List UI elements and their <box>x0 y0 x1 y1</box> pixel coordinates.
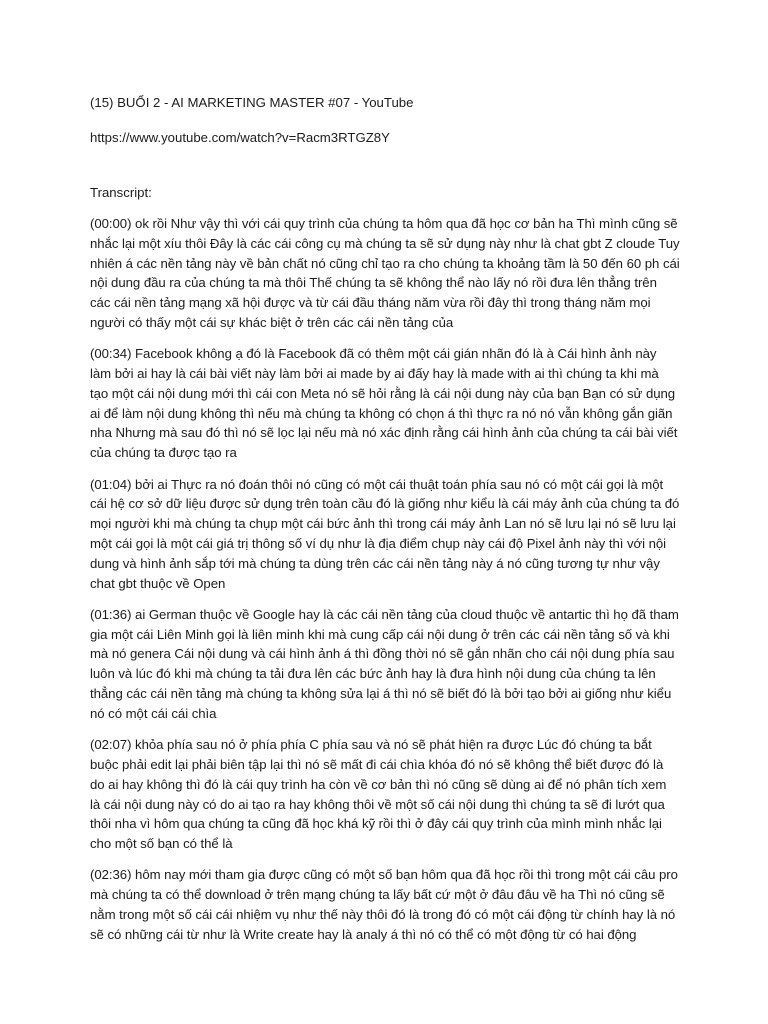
video-url: https://www.youtube.com/watch?v=Racm3RTGZ8Y <box>90 130 390 145</box>
transcript-paragraph: (01:36) ai German thuộc về Google hay là các cái nền tảng của cloud thuộc về antartic thì họ đã tham gia một cái Liên Minh gọi là liên minh khi mà cung cấp cái nội dung ở trên các cái nền tảng số và khi mà nó genera Cái nội dung và cái hình ảnh á thì đồng thời nó sẽ gắn nhãn cho cái nội dung phía sau luôn và lúc đó khi mà chúng ta tải đưa lên các bức ảnh hay là đưa hình nội dung của chúng ta lên thẳng các cái nền tảng mà chúng ta không sửa lại á thì nó sẽ biết đó là bởi tạo bởi ai giống như kiểu nó có một cái cái chìa <box>90 606 679 721</box>
transcript-label: Transcript: <box>90 185 152 200</box>
document-page <box>90 93 680 956</box>
page-title: (15) BUỔI 2 - AI MARKETING MASTER #07 - YouTube <box>90 95 414 110</box>
transcript-paragraph: (01:04) bởi ai Thực ra nó đoán thôi nó cũng có một cái thuật toán phía sau nó có một cái gọi là một cái hệ cơ sở dữ liệu được sử dụng trên toàn cầu đó là giống như kiểu là cái máy ảnh của chúng ta đó mọi người khi mà chúng ta chụp một cái bức ảnh thì trong cái máy ảnh Lan nó sẽ lưu lại nó sẽ lưu lại một cái gọi là một cái giá trị thông số ví dụ như là địa điểm chụp này cái độ Pixel ảnh này thì với nội dung và hình ảnh sắp tới mà chúng ta dùng trên các cái nền tảng này á nó cũng tương tự như vậy chat gbt thuộc về Open <box>90 476 680 591</box>
transcript-paragraph: (02:07) khỏa phía sau nó ở phía phía C phía sau và nó sẽ phát hiện ra được Lúc đó chúng ta bắt buộc phải edit lại phải biên tập lại thì nó sẽ mất đi cái chìa khóa đó nó sẽ không thể biết được đó là do ai hay không thì đó là cái quy trình ha còn về cơ bản thì nó cũng sẽ dùng ai để nó phân tích xem là cái nội dung này có do ai tạo ra hay không thôi về một số cái nội dung thì chúng ta sẽ đi lướt qua thôi nha vì hôm qua chúng ta cũng đã học khá kỹ rồi thì ở đây cái quy trình của mình mình nhắc lại cho một số bạn có thể là <box>90 737 667 852</box>
transcript-paragraph: (02:36) hôm nay mới tham gia được cũng có một số bạn hôm qua đã học rồi thì trong một cái câu pro mà chúng ta có thể download ở trên mạng chúng ta lấy bất cứ một ở đâu đâu về ha Thì nó cũng sẽ nằm trong một số cái cái nhiệm vụ như thế này thôi đó là trong đó có một cái động từ chính hay là nó sẽ có những cái từ như là Write create hay là analy á thì nó có thể có một động từ có hai động <box>90 867 678 942</box>
transcript-paragraph: (00:00) ok rồi Như vậy thì với cái quy trình của chúng ta hôm qua đã học cơ bản ha Thì mình cũng sẽ nhắc lại một xíu thôi Đây là các cái công cụ mà chúng ta sẽ sử dụng này như là chat gbt Z cloude Tuy nhiên á các nền tảng này về bản chất nó cũng chỉ tạo ra cho chúng ta khoảng tầm là 50 đến 60 ph cái nội dung đầu ra của chúng ta mà thôi Thế chúng ta sẽ không thể nào lấy nó rồi đưa lên thẳng trên các cái nền tảng mạng xã hội được và từ cái đầu tháng năm vừa rồi đây thì trong tháng năm mọi người có thấy một cái sự khác biệt ở trên các cái nền tảng của <box>90 216 680 330</box>
transcript-paragraph: (00:34) Facebook không ạ đó là Facebook đã có thêm một cái gián nhãn đó là à Cái hình ảnh này làm bởi ai hay là cái bài viết này làm bởi ai made by ai đấy hay là made with ai thì chúng ta khi mà tạo một cái nội dung mới thì cái con Meta nó sẽ hỏi rằng là cái nội dung này của bạn Bạn có sử dụng ai để làm nội dung không thì nếu mà chúng ta không có chọn á thì thực ra nó nó vẫn không gắn giãn nha Nhưng mà sau đó thì nó sẽ lọc lại nếu mà nó xác định rằng cái hình ảnh của chúng ta cái bài viết của chúng ta được tạo ra <box>90 346 678 461</box>
